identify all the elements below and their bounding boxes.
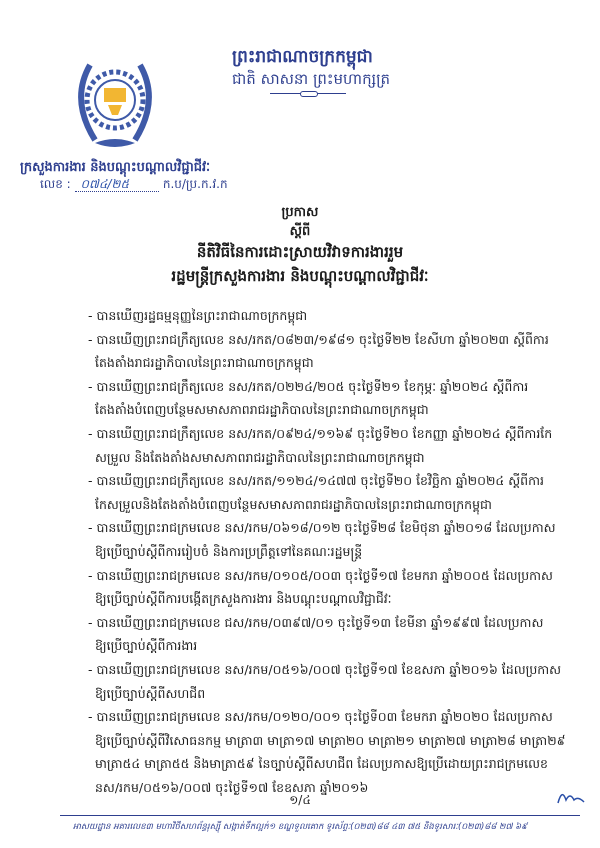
ornament-divider bbox=[270, 93, 346, 94]
doc-type: ប្រកាស bbox=[281, 205, 319, 220]
preamble-list bbox=[88, 304, 580, 799]
preamble-line-continuation: ឱ្យប្រើច្បាប់ស្តីពីការបង្កើតក្រសួងការងារ និងបណ្តុះបណ្តាលវិជ្ជាជីវៈ bbox=[95, 591, 392, 607]
preamble-line-continuation: មាត្រា៥៤ មាត្រា៥៥ និងមាត្រា៥៩ នៃច្បាប់ស្តីពីសហជីព ដែលប្រកាសឱ្យប្រើដោយព្រះរាជក្រមលេខ bbox=[95, 756, 548, 772]
preamble-item: - បានឃើញរដ្ឋធម្មនុញ្ញនៃព្រះរាជាណាចក្រកម្ពុជា bbox=[88, 308, 308, 323]
preamble-item: - បានឃើញព្រះរាជក្រមលេខ ជស/រកម/០៣៩៧/០១ ចុះថ្ងៃទី១៣ ខែមីនា ឆ្នាំ១៩៩៧ ដែលប្រកាស bbox=[88, 614, 544, 630]
preamble-item: - បានឃើញព្រះរាជក្រឹត្យលេខ នស/រកត/០២២៤/២០៥ ចុះថ្ងៃទី២១ ខែកុម្ភៈ ឆ្នាំ២០២៤ ស្តីពីការ bbox=[88, 378, 529, 394]
preamble-line-continuation: ឱ្យប្រើច្បាប់ស្តីពីសហជីព bbox=[95, 685, 206, 701]
doc-about: ស្តីពី bbox=[289, 224, 311, 239]
preamble-line-continuation: ឱ្យប្រើច្បាប់ស្តីពីការរៀបចំ និងការប្រព្រឹត្តទៅនៃគណៈរដ្ឋមន្ត្រី bbox=[95, 543, 363, 559]
preamble-line-continuation: ឱ្យប្រើច្បាប់ស្តីពីវិសោធនកម្ម មាត្រា៣ មាត្រា១៧ មាត្រា២០ មាត្រា២១ មាត្រា២៧ មាត្រា២៨ មាត្រា២៩ bbox=[95, 732, 566, 748]
preamble-line-continuation: នស/រកម/០៥១៦/០០៧ ចុះថ្ងៃទី១៧ ខែឧសភា ឆ្នាំ២០១៦ bbox=[95, 779, 369, 795]
ministry-logo bbox=[70, 55, 160, 155]
initials-signature bbox=[556, 788, 586, 812]
preamble-item: - បានឃើញព្រះរាជក្រមលេខ នស/រកម/០៥១៦/០០៧ ចុះថ្ងៃទី១៧ ខែឧសភា ឆ្នាំ២០១៦ ដែលប្រកាស bbox=[88, 661, 562, 677]
preamble-line-continuation: តែងតាំងរាជរដ្ឋាភិបាលនៃព្រះរាជាណាចក្រកម្ពុជា bbox=[95, 355, 314, 371]
preamble-line-continuation: សម្រួល និងតែងតាំងសមាសភាពរាជរដ្ឋាភិបាលនៃព្រះរាជាណាចក្រកម្ពុជា bbox=[95, 449, 425, 465]
reference-number bbox=[40, 176, 228, 194]
preamble-line-continuation: ឱ្យប្រើច្បាប់ស្តីពីការងារ bbox=[95, 638, 198, 654]
doc-subject: នីតិវិធីនៃការដោះស្រាយវិវាទការងាររួម bbox=[196, 243, 404, 261]
preamble-line-continuation: កែសម្រួលនិងតែងតាំងបំពេញបន្ថែមសមាសភាពរាជរដ្ឋាភិបាលនៃព្រះរាជាណាចក្រកម្ពុជា bbox=[95, 496, 492, 512]
footer-address: អាសយដ្ឋាន អគារលេខ៣ មហាវិថីសហព័ន្ធរុស្ស៊ី សង្កាត់ទឹកល្អក់១ ខណ្ឌទួលគោក ទូរស័ព្ទៈ(០២៣)៨៨ ៤៣ ៧៥ និងទូរសារៈ(០២៣)៨៨ ២៧ ៦៩ bbox=[72, 822, 528, 832]
preamble-item: - បានឃើញព្រះរាជក្រឹត្យលេខ នស/រកត/០៩២៤/១១៦៩ ចុះថ្ងៃទី២០ ខែកញ្ញា ឆ្នាំ២០២៤ ស្តីពីការកែ bbox=[88, 425, 553, 441]
preamble-line-continuation: តែងតាំងបំពេញបន្ថែមសមាសភាពរាជរដ្ឋាភិបាលនៃព្រះរាជាណាចក្រកម្ពុជា bbox=[95, 402, 429, 418]
preamble-item: - បានឃើញព្រះរាជក្រមលេខ នស/រកម/០១២០/០០១ ចុះថ្ងៃទី០៣ ខែមករា ឆ្នាំ២០២០ ដែលប្រកាស bbox=[88, 709, 553, 725]
kingdom-heading: ព្រះរាជាណាចក្រកម្ពុជា bbox=[232, 47, 373, 67]
reference-label: លេខ : bbox=[40, 177, 71, 191]
preamble-item: - បានឃើញព្រះរាជក្រឹត្យលេខ នស/រកត/១១២៤/១៤៧៧ ចុះថ្ងៃទី២០ ខែវិច្ឆិកា ឆ្នាំ២០២៤ ស្តីពីការ bbox=[88, 473, 544, 489]
ministry-name: ក្រសួងការងារ និងបណ្តុះបណ្តាលវិជ្ជាជីវៈ bbox=[20, 160, 211, 175]
doc-issuer: រដ្ឋមន្ត្រីក្រសួងការងារ និងបណ្តុះបណ្តាលវិជ្ជាជីវៈ bbox=[171, 267, 429, 285]
preamble-item: - បានឃើញព្រះរាជក្រឹត្យលេខ នស/រកត/០៨២៣/១៩៨១ ចុះថ្ងៃទី២២ ខែសីហា ឆ្នាំ២០២៣ ស្តីពីការ bbox=[88, 331, 549, 347]
preamble-item: - បានឃើញព្រះរាជក្រមលេខ នស/រកម/០១០៥/០០៣ ចុះថ្ងៃទី១៧ ខែមករា ឆ្នាំ២០០៥ ដែលប្រកាស bbox=[88, 567, 553, 583]
footer-divider bbox=[60, 815, 580, 816]
reference-handwritten: ០៧៤/២៥ bbox=[75, 177, 159, 192]
national-motto: ជាតិ សាសនា ព្រះមហាក្សត្រ bbox=[232, 70, 391, 88]
preamble-item: - បានឃើញព្រះរាជក្រមលេខ នស/រកម/០៦១៨/០១២ ចុះថ្ងៃទី២៨ ខែមិថុនា ឆ្នាំ២០១៨ ដែលប្រកាស bbox=[88, 520, 556, 536]
page-number: ១/៤ bbox=[289, 793, 311, 807]
reference-suffix: ក.ប/ប្រ.ក.វ.ក bbox=[162, 177, 228, 191]
